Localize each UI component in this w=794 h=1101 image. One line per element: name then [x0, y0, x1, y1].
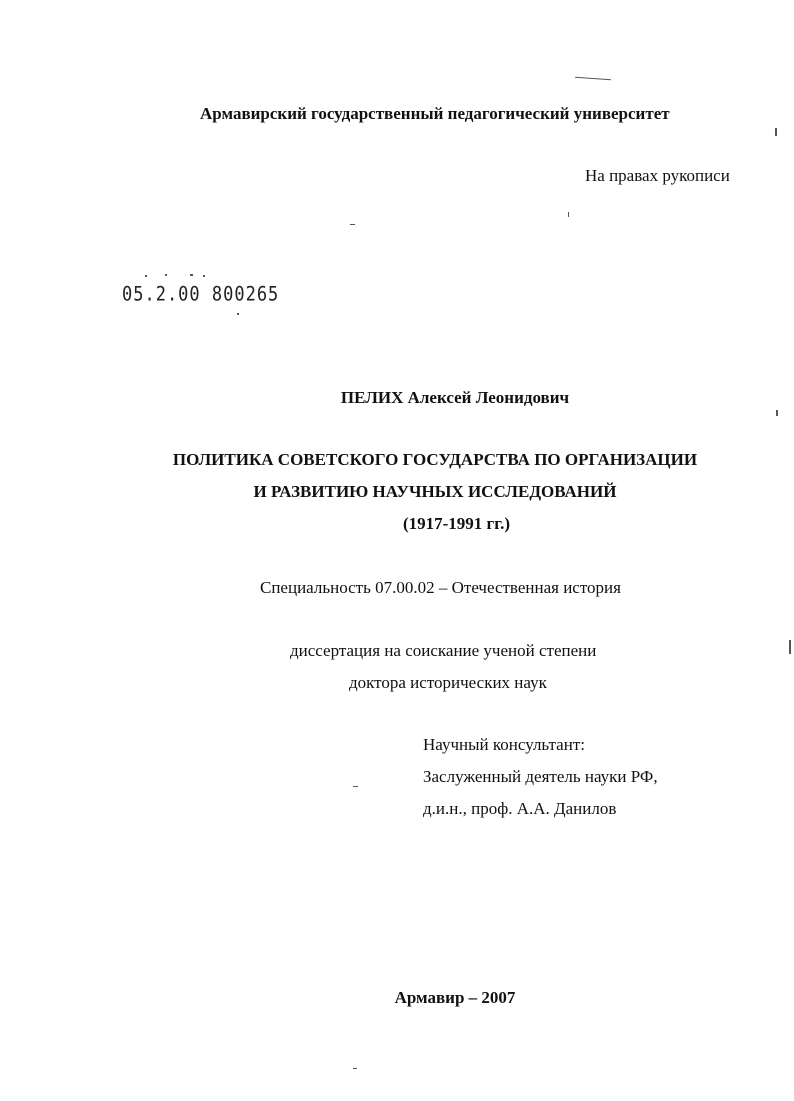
consultant-title: Заслуженный деятель науки РФ,: [423, 767, 658, 786]
degree-line-2: доктора исторических наук: [349, 673, 547, 692]
scan-speck: [575, 77, 611, 81]
consultant-name: д.и.н., проф. А.А. Данилов: [423, 799, 617, 818]
scan-speck: [190, 274, 193, 276]
scan-speck: [776, 410, 778, 416]
university-name: Армавирский государственный педагогический университет: [200, 104, 670, 123]
library-stamp-code: 05.2.00 800265: [122, 283, 280, 306]
scan-speck: [165, 274, 167, 276]
dissertation-title-line-1: ПОЛИТИКА СОВЕТСКОГО ГОСУДАРСТВА ПО ОРГАНИЗАЦИИ: [172, 450, 698, 469]
scan-speck: [353, 1068, 357, 1069]
city-and-year: Армавир – 2007: [394, 988, 516, 1007]
degree-line-1: диссертация на соискание ученой степени: [290, 641, 597, 660]
scan-speck: [350, 224, 355, 225]
dissertation-title-years: (1917-1991 гг.): [402, 514, 510, 533]
author-name: ПЕЛИХ Алексей Леонидович: [340, 388, 570, 407]
manuscript-rights-note: На правах рукописи: [585, 166, 730, 185]
consultant-label: Научный консультант:: [423, 735, 585, 754]
scan-speck: [353, 786, 358, 787]
scan-speck: [789, 640, 791, 654]
scan-speck: [145, 275, 147, 277]
dissertation-title-line-2: И РАЗВИТИЮ НАУЧНЫХ ИССЛЕДОВАНИЙ: [253, 482, 617, 501]
specialty-line: Специальность 07.00.02 – Отечественная история: [260, 578, 621, 597]
scan-speck: [568, 212, 569, 217]
scan-speck: [775, 128, 777, 136]
scan-speck: [203, 275, 205, 277]
scan-speck: [237, 313, 239, 315]
